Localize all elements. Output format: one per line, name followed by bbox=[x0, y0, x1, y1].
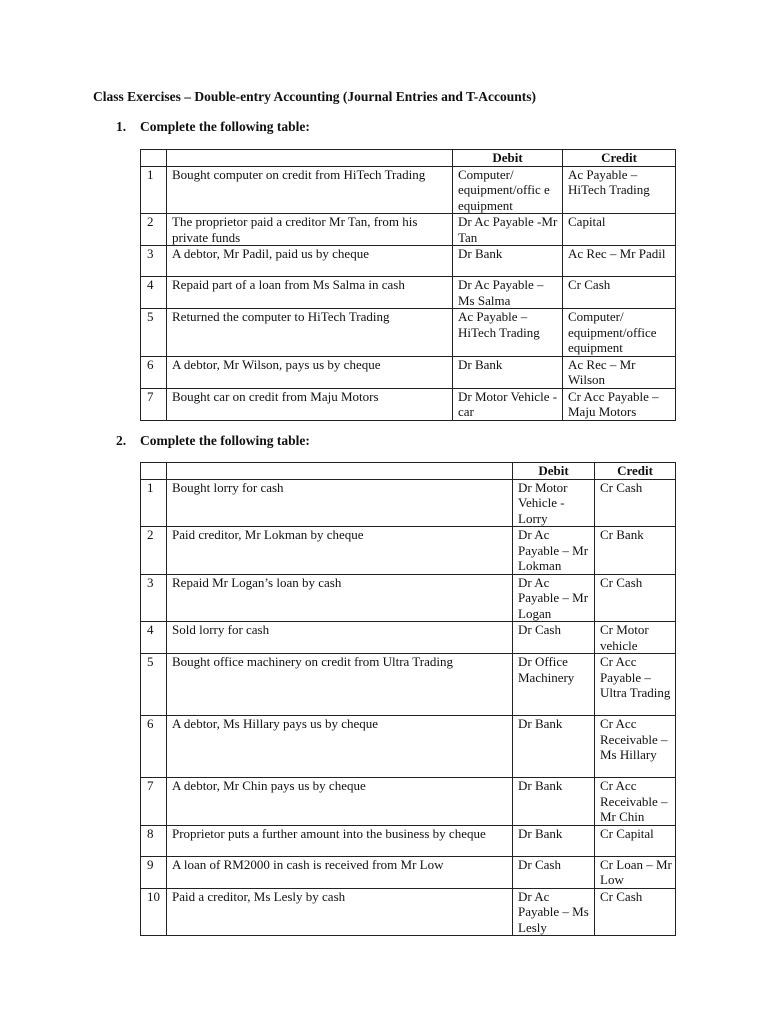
row-debit: Computer/ equipment/offic e equipment bbox=[453, 166, 563, 214]
row-number: 5 bbox=[141, 309, 167, 357]
header-description bbox=[167, 463, 513, 480]
table-row bbox=[141, 825, 676, 856]
row-debit: Dr Motor Vehicle - Lorry bbox=[513, 479, 595, 527]
row-number: 2 bbox=[141, 527, 167, 575]
row-description: Bought computer on credit from HiTech Trading bbox=[167, 166, 453, 214]
row-number: 3 bbox=[141, 574, 167, 622]
table-row bbox=[141, 778, 676, 826]
row-number: 10 bbox=[141, 888, 167, 936]
row-number: 4 bbox=[141, 277, 167, 309]
row-debit: Dr Office Machinery bbox=[513, 654, 595, 716]
question-2-table bbox=[140, 462, 676, 936]
question-1-table bbox=[140, 149, 676, 421]
row-debit: Dr Ac Payable – Mr Logan bbox=[513, 574, 595, 622]
table-row bbox=[141, 388, 676, 420]
row-description: Returned the computer to HiTech Trading bbox=[167, 309, 453, 357]
table-row bbox=[141, 654, 676, 716]
row-debit: Dr Ac Payable – Ms Lesly bbox=[513, 888, 595, 936]
row-description: A debtor, Mr Wilson, pays us by cheque bbox=[167, 356, 453, 388]
row-debit: Dr Ac Payable – Ms Salma bbox=[453, 277, 563, 309]
row-debit: Dr Motor Vehicle - car bbox=[453, 388, 563, 420]
row-credit: Ac Rec – Mr Wilson bbox=[563, 356, 676, 388]
question-1-text: Complete the following table: bbox=[140, 119, 310, 134]
question-1-heading bbox=[116, 119, 310, 135]
row-debit: Dr Bank bbox=[513, 825, 595, 856]
row-credit: Cr Acc Payable – Ultra Trading bbox=[595, 654, 676, 716]
row-credit: Cr Bank bbox=[595, 527, 676, 575]
table-row bbox=[141, 527, 676, 575]
table-row bbox=[141, 574, 676, 622]
row-number: 8 bbox=[141, 825, 167, 856]
row-description: Bought lorry for cash bbox=[167, 479, 513, 527]
row-credit: Ac Rec – Mr Padil bbox=[563, 246, 676, 277]
table-header-row bbox=[141, 463, 676, 480]
row-credit: Capital bbox=[563, 214, 676, 246]
row-description: Repaid Mr Logan’s loan by cash bbox=[167, 574, 513, 622]
row-credit: Cr Acc Receivable – Mr Chin bbox=[595, 778, 676, 826]
row-debit: Ac Payable – HiTech Trading bbox=[453, 309, 563, 357]
table-row bbox=[141, 888, 676, 936]
table-row bbox=[141, 166, 676, 214]
header-debit: Debit bbox=[513, 463, 595, 480]
table-row bbox=[141, 716, 676, 778]
row-debit: Dr Bank bbox=[513, 716, 595, 778]
table-row bbox=[141, 246, 676, 277]
row-number: 7 bbox=[141, 778, 167, 826]
row-credit: Cr Acc Receivable – Ms Hillary bbox=[595, 716, 676, 778]
table-row bbox=[141, 856, 676, 888]
question-2-number: 2. bbox=[116, 433, 127, 448]
row-number: 5 bbox=[141, 654, 167, 716]
header-no bbox=[141, 150, 167, 167]
row-credit: Cr Cash bbox=[595, 888, 676, 936]
row-description: Proprietor puts a further amount into the business by cheque bbox=[167, 825, 513, 856]
row-description: Bought car on credit from Maju Motors bbox=[167, 388, 453, 420]
row-number: 2 bbox=[141, 214, 167, 246]
row-number: 6 bbox=[141, 356, 167, 388]
row-number: 1 bbox=[141, 479, 167, 527]
table-row bbox=[141, 214, 676, 246]
table-row bbox=[141, 622, 676, 654]
row-number: 3 bbox=[141, 246, 167, 277]
row-description: A debtor, Ms Hillary pays us by cheque bbox=[167, 716, 513, 778]
row-number: 4 bbox=[141, 622, 167, 654]
row-number: 6 bbox=[141, 716, 167, 778]
row-debit: Dr Bank bbox=[513, 778, 595, 826]
header-credit: Credit bbox=[595, 463, 676, 480]
table-row bbox=[141, 309, 676, 357]
row-credit: Cr Cash bbox=[563, 277, 676, 309]
header-no bbox=[141, 463, 167, 480]
header-debit: Debit bbox=[453, 150, 563, 167]
row-description: A debtor, Mr Padil, paid us by cheque bbox=[167, 246, 453, 277]
table-row bbox=[141, 356, 676, 388]
row-description: Bought office machinery on credit from Ultra Trading bbox=[167, 654, 513, 716]
row-debit: Dr Cash bbox=[513, 622, 595, 654]
row-description: Paid a creditor, Ms Lesly by cash bbox=[167, 888, 513, 936]
row-description: Sold lorry for cash bbox=[167, 622, 513, 654]
row-credit: Cr Acc Payable – Maju Motors bbox=[563, 388, 676, 420]
table-row bbox=[141, 479, 676, 527]
row-debit: Dr Ac Payable -Mr Tan bbox=[453, 214, 563, 246]
row-description: The proprietor paid a creditor Mr Tan, from his private funds bbox=[167, 214, 453, 246]
row-number: 9 bbox=[141, 856, 167, 888]
row-credit: Computer/ equipment/office equipment bbox=[563, 309, 676, 357]
row-credit: Cr Capital bbox=[595, 825, 676, 856]
row-description: Paid creditor, Mr Lokman by cheque bbox=[167, 527, 513, 575]
row-credit: Cr Cash bbox=[595, 574, 676, 622]
question-1-number: 1. bbox=[116, 119, 127, 134]
row-debit: Dr Ac Payable – Mr Lokman bbox=[513, 527, 595, 575]
row-number: 7 bbox=[141, 388, 167, 420]
header-description bbox=[167, 150, 453, 167]
row-credit: Cr Loan – Mr Low bbox=[595, 856, 676, 888]
question-2-text: Complete the following table: bbox=[140, 433, 310, 448]
row-description: A debtor, Mr Chin pays us by cheque bbox=[167, 778, 513, 826]
row-credit: Cr Motor vehicle bbox=[595, 622, 676, 654]
header-credit: Credit bbox=[563, 150, 676, 167]
document-title: Class Exercises – Double-entry Accounting (Journal Entries and T-Accounts) bbox=[93, 89, 537, 104]
row-credit: Cr Cash bbox=[595, 479, 676, 527]
question-2-heading bbox=[116, 433, 310, 449]
row-debit: Dr Bank bbox=[453, 246, 563, 277]
row-credit: Ac Payable – HiTech Trading bbox=[563, 166, 676, 214]
row-number: 1 bbox=[141, 166, 167, 214]
row-debit: Dr Bank bbox=[453, 356, 563, 388]
row-description: A loan of RM2000 in cash is received from Mr Low bbox=[167, 856, 513, 888]
row-description: Repaid part of a loan from Ms Salma in cash bbox=[167, 277, 453, 309]
table-header-row bbox=[141, 150, 676, 167]
table-row bbox=[141, 277, 676, 309]
row-debit: Dr Cash bbox=[513, 856, 595, 888]
